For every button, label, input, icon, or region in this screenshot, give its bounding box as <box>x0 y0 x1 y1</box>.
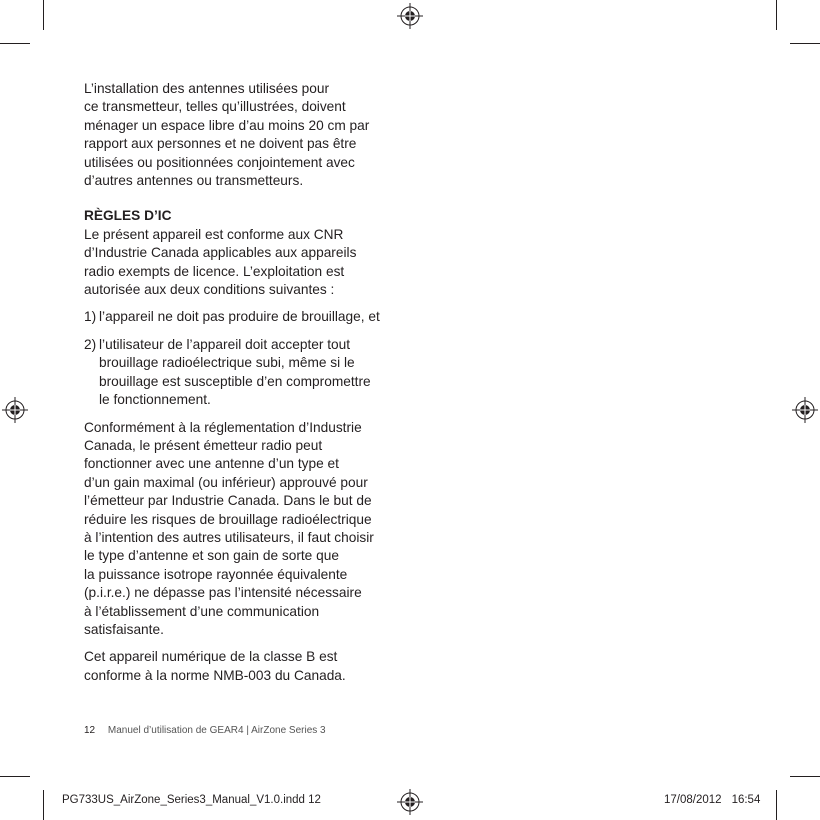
crop-mark-bottom-right-vertical <box>776 790 777 820</box>
class-b-paragraph: Cet appareil numérique de la classe B est conforme à la norme NMB-003 du Canada. <box>84 649 346 683</box>
crop-mark-bottom-left-vertical <box>43 790 44 820</box>
ic-compliance-paragraph: Le présent appareil est conforme aux CNR d’Industrie Canada applicables aux appareils radio exempts de licence. L’exploitation est autorisée aux deux conditions suivantes : <box>84 226 357 298</box>
crop-mark-top-left-vertical <box>43 0 44 30</box>
footer-title: Manuel d’utilisation de GEAR4 | AirZone Series 3 <box>107 725 326 736</box>
slug-filename: PG733US_AirZone_Series3_Manual_V1.0.indd 12 <box>62 794 321 806</box>
slug-time: 16:54 <box>731 794 761 806</box>
list-item-text: l’appareil ne doit pas produire de brouillage, et <box>99 309 380 325</box>
section-heading: RÈGLES D’IC <box>84 208 172 224</box>
crop-mark-top-right-horizontal <box>790 43 820 44</box>
page-number: 12 <box>84 725 96 736</box>
list-item-number: 1) <box>84 309 97 325</box>
slug-timestamp <box>664 794 760 806</box>
crop-mark-bottom-right-horizontal <box>790 776 820 777</box>
antenna-gain-paragraph: Conformément à la réglementation d’Industrie Canada, le présent émetteur radio peut fonctionner avec une antenne d’un type et d’un gain maximal (ou inférieur) approuvé pour l’émetteur par Industrie Canada. Dans le but de réduire les risques de brouillage radioélectrique à l’intention des autres utilisateurs, il faut choisir le type d’antenne et son gain de sorte que la puissance isotrope rayonnée équivalente (p.i.r.e.) ne dépasse pas l’intensité nécessaire à l’établissement d’une communication satisfaisante. <box>84 419 374 637</box>
registration-target-icon <box>397 3 423 29</box>
crop-mark-bottom-left-horizontal <box>0 776 30 777</box>
list-item <box>84 336 414 410</box>
page-body <box>84 80 414 685</box>
crop-mark-top-right-vertical <box>776 0 777 30</box>
page-footer <box>84 725 326 736</box>
list-item-number: 2) <box>84 336 97 352</box>
registration-target-icon <box>397 789 423 815</box>
registration-target-icon <box>2 397 28 423</box>
crop-mark-top-left-horizontal <box>0 43 30 44</box>
slug-date: 17/08/2012 <box>664 794 722 806</box>
antenna-separation-paragraph: L’installation des antennes utilisées pour ce transmetteur, telles qu’illustrées, doivent ménager un espace libre d’au moins 20 cm par rapport aux personnes et ne doivent pas être utilisées ou positionnées conjointement avec d’autres antennes ou transmetteurs. <box>84 81 370 189</box>
list-item-text: l’utilisateur de l’appareil doit accepter tout brouillage radioélectrique subi, même si le brouillage est susceptible d’en compromettre le fonctionnement. <box>99 336 371 408</box>
list-item <box>84 308 414 326</box>
registration-target-icon <box>792 397 818 423</box>
